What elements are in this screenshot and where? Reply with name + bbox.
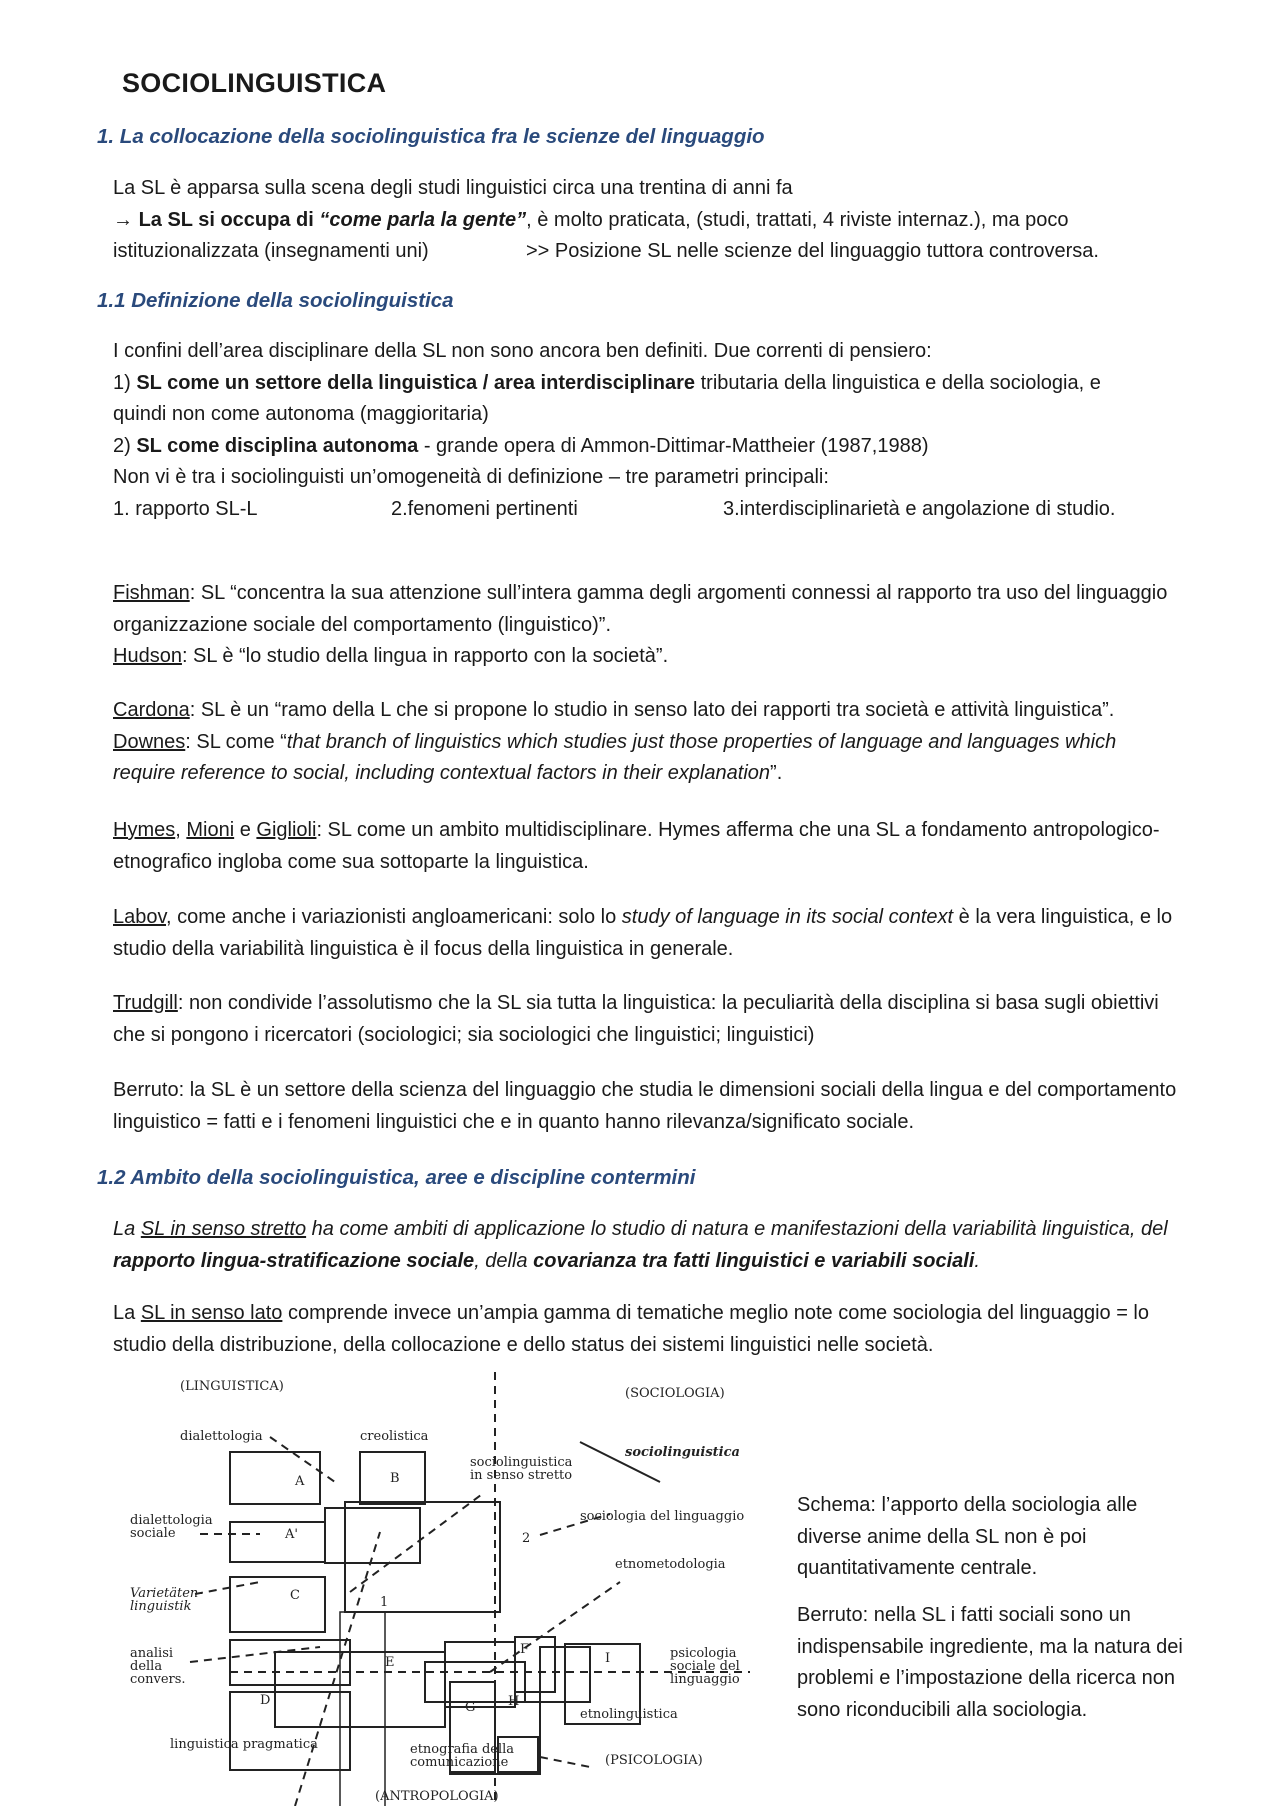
box-mid-2 bbox=[345, 1502, 500, 1612]
label-sl-stretto-2: in senso stretto bbox=[470, 1468, 573, 1483]
letter-g: G bbox=[465, 1700, 476, 1715]
def-labov bbox=[113, 902, 1183, 965]
s12-p1-c: , della bbox=[474, 1249, 534, 1272]
dashed-etnoling bbox=[540, 1757, 590, 1767]
sep-1: , bbox=[175, 819, 187, 841]
fishman-text: : SL “concentra la sua attenzione sull’intera gamma degli argomenti connessi al rapporto tra uso del linguaggio organizzazione sociale del comportamento (linguistico)”. bbox=[113, 582, 1168, 636]
label-psico-3: linguaggio bbox=[670, 1672, 740, 1687]
labov-text-2: è la vera linguistica, e lo studio della variabilità linguistica è il focus della linguistica in generale. bbox=[113, 906, 1173, 960]
s12-p1-bold-1: rapporto lingua-stratificazione sociale bbox=[113, 1249, 475, 1272]
side-note-schema: Schema: l’apporto della sociologia alle diverse anime della SL non è poi quantitativamente centrale. bbox=[797, 1494, 1138, 1579]
box-e bbox=[275, 1652, 445, 1727]
document-title: SOCIOLINGUISTICA bbox=[122, 68, 387, 98]
label-etnolinguistica: etnolinguistica bbox=[580, 1707, 678, 1722]
sociolinguistics-schema-diagram bbox=[120, 1372, 760, 1806]
s1-bold: La SL si occupa di bbox=[138, 208, 320, 231]
letter-i: I bbox=[605, 1651, 611, 1666]
s1-line-3-a: istituzionalizzata (insegnamenti uni) bbox=[113, 240, 429, 262]
author-mioni: Mioni bbox=[186, 819, 235, 841]
label-etno-com-2: comunicazione bbox=[410, 1755, 509, 1770]
box-bottom-left bbox=[230, 1692, 350, 1770]
section-1-2-heading: 1.2 Ambito della sociolinguistica, aree e discipline contermini bbox=[97, 1166, 696, 1189]
author-giglioli: Giglioli bbox=[256, 819, 317, 841]
s11-num-1: 1) bbox=[113, 371, 137, 394]
section-1-body bbox=[113, 173, 1183, 267]
label-soc-ling: sociologia del linguaggio bbox=[580, 1509, 745, 1524]
param-3: 3.interdisciplinarietà e angolazione di studio. bbox=[723, 497, 1116, 520]
s1-line-3-b: >> Posizione SL nelle scienze del linguaggio tuttora controversa. bbox=[526, 240, 1099, 262]
letter-e: E bbox=[385, 1655, 395, 1670]
author-hymes: Hymes bbox=[113, 819, 176, 841]
s12-p2-b: comprende invece un’ampia gamma di tematiche meglio note come sociologia del linguaggio = lo studio della distribuzione, della collocazione e dello status dei sistemi linguistici nelle società. bbox=[113, 1302, 1150, 1356]
param-1: 1. rapporto SL-L bbox=[113, 497, 258, 520]
section-1-1-heading: 1.1 Definizione della sociolinguistica bbox=[97, 289, 454, 312]
label-dialettologia: dialettologia bbox=[180, 1429, 263, 1444]
trudgill-text: : non condivide l’assolutismo che la SL sia tutta la linguistica: la peculiarità della disciplina si basa sugli obiettivi che si pongono i ricercatori (sociologici; sia sociologici che linguistici; linguistici) bbox=[113, 992, 1159, 1046]
s12-p1-bold-2: covarianza tra fatti linguistici e variabili sociali bbox=[533, 1249, 975, 1272]
label-analisi-3: convers. bbox=[130, 1672, 186, 1687]
dashed-c bbox=[195, 1582, 260, 1594]
s11-bold-1: SL come un settore della linguistica / area interdisciplinare bbox=[136, 371, 696, 394]
downes-text-1: : SL come “ bbox=[185, 730, 287, 753]
label-ling-prag: linguistica pragmatica bbox=[170, 1737, 318, 1752]
s12-p2-a: La bbox=[113, 1302, 141, 1324]
label-psicologia: (PSICOLOGIA) bbox=[605, 1753, 703, 1768]
hudson-text: : SL è “lo studio della lingua in rapporto con la società”. bbox=[181, 645, 669, 667]
box-a bbox=[230, 1452, 320, 1504]
label-sl-stretto-1: sociolinguistica bbox=[470, 1455, 573, 1470]
def-hudson bbox=[113, 641, 1183, 673]
s12-paragraph-2 bbox=[113, 1298, 1183, 1361]
s11-line-3: quindi non come autonoma (maggioritaria) bbox=[113, 403, 489, 425]
def-berruto: Berruto: la SL è un settore della scienza del linguaggio che studia le dimensioni sociali della lingua e del comportamento linguistico = fatti e i fenomeni linguistici che e in quanto hanno rilevanza/significato sociale. bbox=[113, 1079, 1177, 1133]
s12-p1-d: . bbox=[974, 1249, 980, 1272]
s11-num-2: 2) bbox=[113, 434, 137, 457]
cardona-text: : SL è un “ramo della L che si propone lo studio in senso lato dei rapporti tra società e attività linguistica”. bbox=[189, 699, 1115, 721]
label-psico-1: psicologia bbox=[670, 1646, 737, 1661]
label-creolistica: creolistica bbox=[360, 1429, 429, 1444]
s1-line-3 bbox=[113, 236, 1183, 267]
downes-italic: that branch of linguistics which studies just those properties of language and languages which require reference to social, including contextual factors in their explanation bbox=[113, 730, 1117, 784]
s12-p1-a: La bbox=[113, 1218, 141, 1240]
section-1-1-body bbox=[113, 336, 1183, 525]
def-cardona-downes bbox=[113, 695, 1183, 790]
author-fishman: Fishman bbox=[113, 582, 190, 604]
s12-p1-underline: SL in senso stretto bbox=[140, 1218, 307, 1240]
letter-f: F bbox=[520, 1642, 530, 1657]
section-1-heading: 1. La collocazione della sociolinguistica fra le scienze del linguaggio bbox=[97, 125, 765, 148]
s1-line-1: La SL è apparsa sulla scena degli studi linguistici circa una trentina di anni fa bbox=[113, 177, 793, 199]
diagonal-dashed-line-2 bbox=[295, 1532, 380, 1806]
label-antropologia: (ANTROPOLOGIA) bbox=[375, 1789, 499, 1804]
label-sociologia: (SOCIOLOGIA) bbox=[625, 1386, 725, 1401]
s1-line-2 bbox=[113, 205, 1183, 237]
def-hymes bbox=[113, 815, 1183, 878]
label-analisi-1: analisi bbox=[130, 1646, 174, 1661]
letter-a: A bbox=[295, 1474, 305, 1489]
downes-text-2: ”. bbox=[770, 762, 783, 784]
box-mid-1 bbox=[325, 1508, 420, 1563]
s1-bold-italic: “come parla la gente” bbox=[319, 208, 527, 231]
s1-line-2-rest: , è molto praticata, (studi, trattati, 4 riviste internaz.), ma poco bbox=[526, 208, 1069, 231]
label-etno-com-1: etnografia della bbox=[410, 1742, 515, 1757]
letter-c: C bbox=[290, 1588, 300, 1603]
hymes-text: : SL come un ambito multidisciplinare. Hymes afferma che una SL a fondamento antropologico-etnografico ingloba come sua sottoparte la linguistica. bbox=[113, 819, 1160, 873]
box-c bbox=[230, 1577, 325, 1632]
author-labov: Labov bbox=[113, 906, 167, 928]
label-analisi-2: della bbox=[130, 1659, 163, 1674]
s11-line-1: I confini dell’area disciplinare della SL non sono ancora ben definiti. Due correnti di pensiero: bbox=[113, 340, 932, 362]
def-trudgill bbox=[113, 988, 1183, 1051]
s11-line-2 bbox=[113, 368, 1183, 400]
label-sociolinguistica-italic: sociolinguistica bbox=[625, 1445, 740, 1460]
label-dial-soc-2: sociale bbox=[130, 1526, 176, 1541]
label-linguistica: (LINGUISTICA) bbox=[180, 1379, 284, 1394]
box-a1 bbox=[230, 1522, 325, 1562]
s12-p2-underline: SL in senso lato bbox=[140, 1302, 283, 1324]
letter-a1: A' bbox=[285, 1527, 298, 1542]
s12-p1-b: ha come ambiti di applicazione lo studio di natura e manifestazioni della variabilità linguistica, del bbox=[306, 1218, 1168, 1240]
labov-italic: study of language in its social context bbox=[621, 906, 954, 928]
author-downes: Downes bbox=[113, 730, 186, 753]
labov-text-1: , come anche i variazionisti angloamericani: solo lo bbox=[166, 906, 622, 928]
s12-paragraph-1 bbox=[113, 1214, 1183, 1277]
box-f bbox=[445, 1642, 515, 1707]
label-varieta-1: Varietäten- bbox=[130, 1586, 203, 1601]
number-2: 2 bbox=[522, 1531, 531, 1546]
letter-h: H bbox=[508, 1694, 520, 1709]
def-fishman bbox=[113, 578, 1183, 641]
label-etnometodologia: etnometodologia bbox=[615, 1557, 726, 1572]
letter-b: B bbox=[390, 1471, 400, 1486]
label-psico-2: sociale del bbox=[670, 1659, 740, 1674]
label-varieta-2: linguistik bbox=[130, 1599, 192, 1614]
arrow-symbol: → bbox=[113, 208, 139, 231]
s11-line-4 bbox=[113, 431, 1183, 463]
side-note-berruto: Berruto: nella SL i fatti sociali sono un indispensabile ingrediente, ma la natura dei problemi e l’impostazione della ricerca non sono riconducibili alla sociologia. bbox=[797, 1604, 1183, 1721]
sep-2: e bbox=[234, 819, 257, 841]
letter-d: D bbox=[260, 1693, 271, 1708]
author-hudson: Hudson bbox=[113, 645, 182, 667]
author-trudgill: Trudgill bbox=[113, 992, 178, 1014]
s11-line-2-rest: tributaria della linguistica e della sociologia, e bbox=[695, 371, 1101, 394]
label-dial-soc-1: dialettologia bbox=[130, 1513, 213, 1528]
dashed-analisi bbox=[190, 1647, 320, 1662]
s11-params-row bbox=[113, 494, 1183, 525]
box-d bbox=[230, 1640, 350, 1685]
param-2: 2.fenomeni pertinenti bbox=[391, 497, 578, 520]
s11-bold-2: SL come disciplina autonoma bbox=[136, 434, 419, 457]
s11-line-4-rest: - grande opera di Ammon-Dittimar-Mattheier (1987,1988) bbox=[418, 434, 929, 457]
number-1: 1 bbox=[380, 1595, 389, 1610]
author-cardona: Cardona bbox=[113, 699, 190, 721]
s11-line-5: Non vi è tra i sociolinguisti un’omogeneità di definizione – tre parametri principali: bbox=[113, 466, 829, 488]
